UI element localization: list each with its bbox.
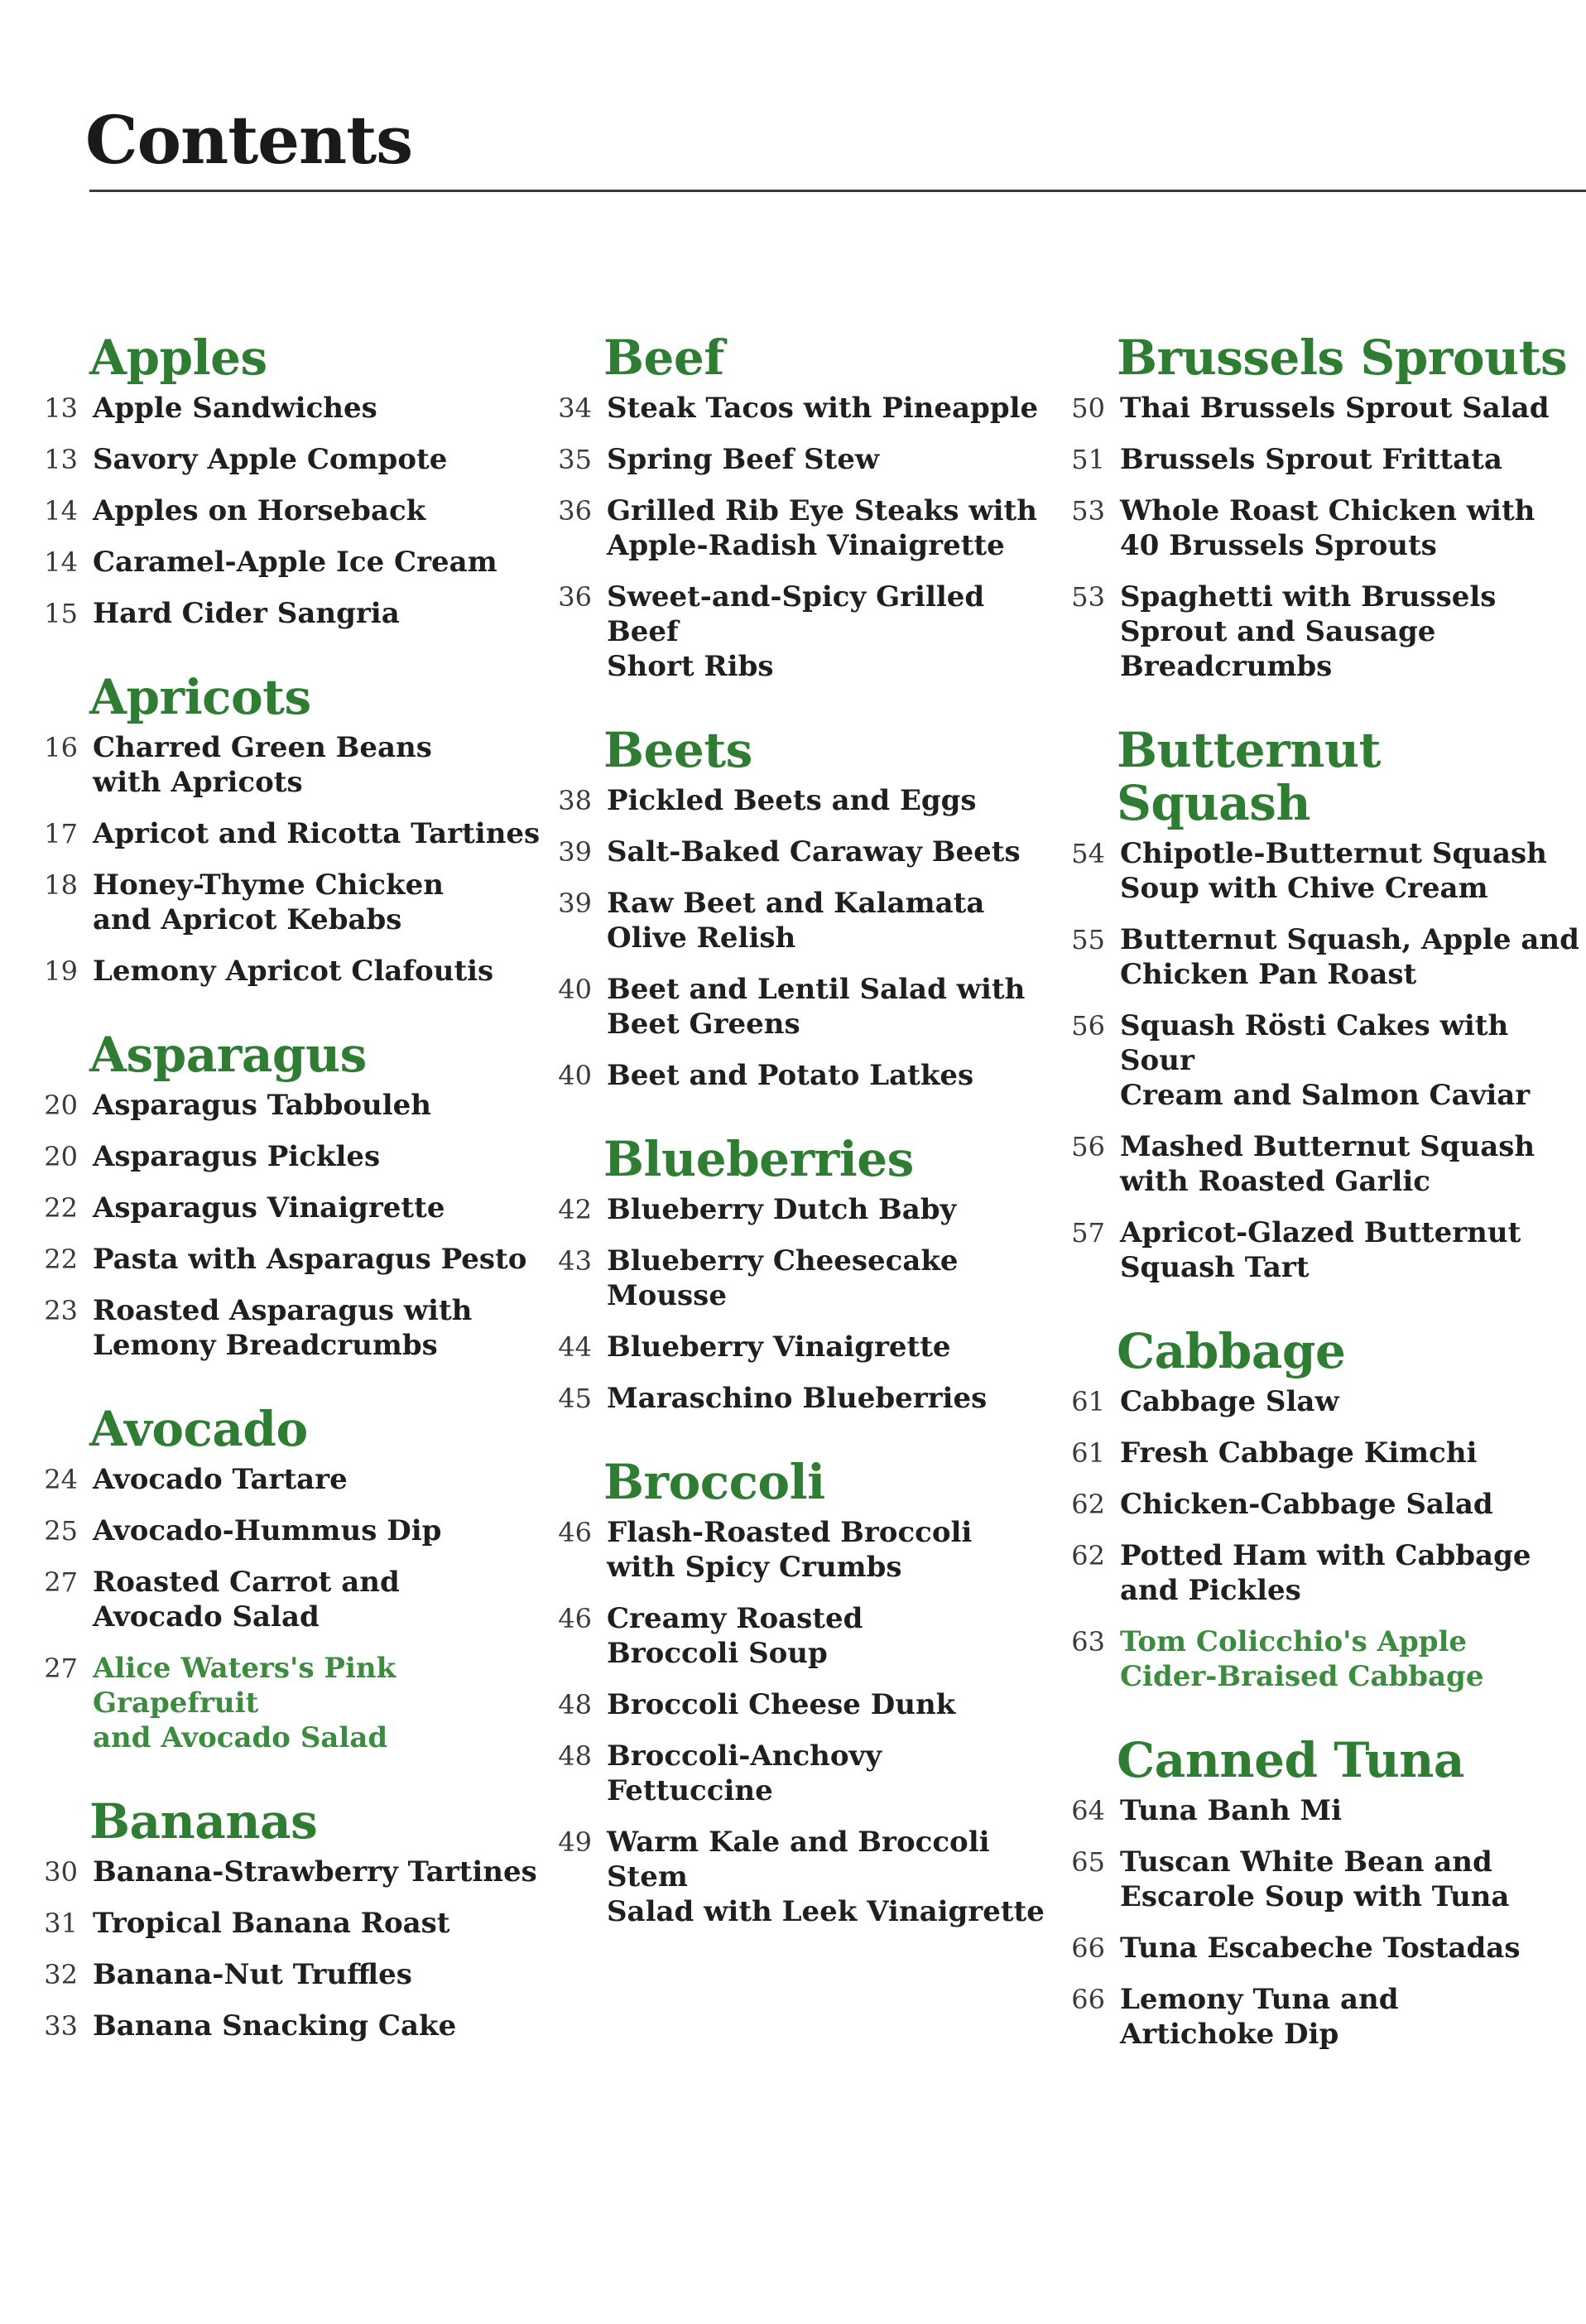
page-title: Contents bbox=[85, 101, 413, 179]
recipe-entry bbox=[1055, 1624, 1585, 1694]
recipe-list bbox=[28, 730, 541, 989]
page-number: 36 bbox=[558, 495, 592, 527]
page-number: 30 bbox=[44, 1856, 78, 1888]
section-heading: Brussels Sprouts bbox=[1117, 330, 1568, 386]
page-number: 39 bbox=[558, 836, 592, 868]
recipe-entry bbox=[28, 816, 541, 851]
recipe-entry bbox=[28, 493, 541, 528]
page-number: 14 bbox=[44, 495, 78, 527]
recipe-title: Salt-Baked Caraway Beets bbox=[607, 835, 1021, 868]
recipe-title: Lemony Apricot Clafoutis bbox=[93, 955, 494, 988]
recipe-title: Grilled Rib Eye Steaks with Apple-Radish Vinaigrette bbox=[607, 494, 1037, 562]
contents-column-1 bbox=[28, 331, 541, 2083]
page-number: 62 bbox=[1071, 1489, 1105, 1520]
recipe-title: Chipotle-Butternut Squash Soup with Chive Cream bbox=[1120, 837, 1547, 905]
recipe-entry bbox=[1055, 493, 1585, 563]
recipe-entry bbox=[1055, 580, 1585, 684]
recipe-entry bbox=[1055, 1436, 1585, 1470]
recipe-entry bbox=[28, 1565, 541, 1634]
section-heading: Butternut Squash bbox=[1117, 722, 1381, 831]
page-number: 57 bbox=[1071, 1217, 1105, 1249]
recipe-title: Squash Rösti Cakes with Sour Cream and Salmon Caviar bbox=[1120, 1009, 1531, 1112]
recipe-entry bbox=[28, 2009, 541, 2043]
recipe-list bbox=[28, 391, 541, 631]
recipe-entry bbox=[1055, 1793, 1585, 1828]
page-number: 64 bbox=[1071, 1795, 1105, 1826]
page-number: 27 bbox=[44, 1653, 78, 1684]
recipe-entry bbox=[28, 1855, 541, 1889]
page-number: 49 bbox=[558, 1826, 592, 1858]
recipe-title: Roasted Carrot and Avocado Salad bbox=[93, 1566, 400, 1634]
recipe-title: Asparagus Tabbouleh bbox=[93, 1089, 432, 1122]
section-beef bbox=[542, 331, 1055, 684]
section-broccoli bbox=[542, 1456, 1055, 1929]
recipe-title: Apple Sandwiches bbox=[93, 392, 377, 425]
recipe-title: Warm Kale and Broccoli Stem Salad with Leek Vinaigrette bbox=[607, 1826, 1045, 1928]
recipe-list bbox=[28, 1462, 541, 1755]
page-number: 32 bbox=[44, 1959, 78, 1990]
section-bananas bbox=[28, 1795, 541, 2043]
recipe-entry bbox=[542, 580, 1055, 684]
page-number: 61 bbox=[1071, 1386, 1105, 1417]
page-number: 66 bbox=[1071, 1932, 1105, 1964]
recipe-entry bbox=[542, 1739, 1055, 1808]
recipe-title: Alice Waters's Pink Grapefruit and Avocado Salad bbox=[93, 1652, 396, 1754]
section-heading: Blueberries bbox=[603, 1131, 914, 1187]
page-number: 27 bbox=[44, 1566, 78, 1598]
recipe-title: Roasted Asparagus with Lemony Breadcrumbs bbox=[93, 1294, 473, 1362]
recipe-entry bbox=[1055, 1538, 1585, 1608]
recipe-title: Fresh Cabbage Kimchi bbox=[1120, 1436, 1478, 1470]
recipe-title: Avocado-Hummus Dip bbox=[93, 1514, 442, 1547]
section-heading: Canned Tuna bbox=[1117, 1732, 1464, 1788]
page-number: 56 bbox=[1071, 1010, 1105, 1042]
recipe-title: Spaghetti with Brussels Sprout and Sausage Breadcrumbs bbox=[1120, 580, 1497, 683]
recipe-title: Honey-Thyme Chicken and Apricot Kebabs bbox=[93, 868, 444, 936]
recipe-list bbox=[542, 1515, 1055, 1929]
recipe-entry bbox=[1055, 1008, 1585, 1113]
recipe-title: Tropical Banana Roast bbox=[93, 1907, 450, 1940]
recipe-entry bbox=[1055, 836, 1585, 906]
section-asparagus bbox=[28, 1028, 541, 1363]
page-number: 17 bbox=[44, 818, 78, 849]
page-number: 13 bbox=[44, 392, 78, 424]
title-divider bbox=[89, 190, 1586, 192]
page-number: 48 bbox=[558, 1740, 592, 1772]
page-number: 16 bbox=[44, 732, 78, 763]
recipe-entry bbox=[542, 1687, 1055, 1722]
recipe-title: Caramel-Apple Ice Cream bbox=[93, 546, 497, 579]
recipe-list bbox=[1055, 836, 1585, 1285]
page-number: 23 bbox=[44, 1295, 78, 1326]
page-number: 14 bbox=[44, 546, 78, 578]
section-heading: Apples bbox=[89, 330, 267, 386]
page-number: 22 bbox=[44, 1244, 78, 1275]
recipe-entry bbox=[1055, 442, 1585, 477]
recipe-title: Mashed Butternut Squash with Roasted Garlic bbox=[1120, 1130, 1536, 1198]
section-apples bbox=[28, 331, 541, 631]
recipe-title: Flash-Roasted Broccoli with Spicy Crumbs bbox=[607, 1516, 973, 1584]
recipe-entry bbox=[1055, 1931, 1585, 1966]
section-heading: Asparagus bbox=[89, 1027, 367, 1083]
recipe-entry bbox=[542, 1192, 1055, 1227]
recipe-title: Pickled Beets and Eggs bbox=[607, 784, 977, 817]
recipe-title: Blueberry Vinaigrette bbox=[607, 1330, 951, 1364]
recipe-title: Blueberry Cheesecake Mousse bbox=[607, 1244, 959, 1312]
recipe-title: Banana Snacking Cake bbox=[93, 2009, 457, 2043]
recipe-title: Cabbage Slaw bbox=[1120, 1385, 1339, 1418]
recipe-entry bbox=[28, 868, 541, 937]
page-number: 42 bbox=[558, 1194, 592, 1225]
page-number: 18 bbox=[44, 869, 78, 901]
section-heading: Bananas bbox=[89, 1793, 318, 1850]
recipe-title: Blueberry Dutch Baby bbox=[607, 1193, 957, 1226]
page-number: 22 bbox=[44, 1192, 78, 1224]
section-heading: Apricots bbox=[89, 669, 311, 725]
page-number: 65 bbox=[1071, 1846, 1105, 1878]
page-number: 61 bbox=[1071, 1437, 1105, 1469]
recipe-entry bbox=[28, 1957, 541, 1992]
recipe-title: Charred Green Beans with Apricots bbox=[93, 731, 432, 799]
section-heading: Broccoli bbox=[603, 1454, 825, 1510]
recipe-entry bbox=[28, 1088, 541, 1123]
recipe-entry bbox=[28, 596, 541, 631]
recipe-title: Tuscan White Bean and Escarole Soup with Tuna bbox=[1120, 1845, 1510, 1913]
recipe-title: Thai Brussels Sprout Salad bbox=[1120, 392, 1550, 425]
recipe-entry bbox=[28, 1139, 541, 1174]
recipe-title: Whole Roast Chicken with 40 Brussels Sprouts bbox=[1120, 494, 1536, 562]
recipe-entry bbox=[28, 391, 541, 426]
recipe-entry bbox=[28, 1293, 541, 1363]
page-number: 39 bbox=[558, 888, 592, 919]
section-beets bbox=[542, 724, 1055, 1093]
page-number: 40 bbox=[558, 974, 592, 1005]
recipe-entry bbox=[542, 1381, 1055, 1416]
recipe-entry bbox=[542, 1601, 1055, 1671]
recipe-entry bbox=[542, 1825, 1055, 1929]
section-heading: Avocado bbox=[89, 1401, 308, 1457]
recipe-entry bbox=[28, 730, 541, 800]
recipe-title: Raw Beet and Kalamata Olive Relish bbox=[607, 887, 985, 955]
page-number: 35 bbox=[558, 444, 592, 475]
recipe-title: Sweet-and-Spicy Grilled Beef Short Ribs bbox=[607, 580, 985, 683]
page-number: 48 bbox=[558, 1689, 592, 1720]
recipe-entry bbox=[542, 493, 1055, 563]
section-avocado bbox=[28, 1403, 541, 1755]
page-number: 34 bbox=[558, 392, 592, 424]
recipe-list bbox=[542, 783, 1055, 1093]
recipe-entry bbox=[542, 1330, 1055, 1364]
section-brussels-sprouts bbox=[1055, 331, 1585, 684]
section-heading: Beef bbox=[603, 330, 724, 386]
page-number: 46 bbox=[558, 1517, 592, 1548]
recipe-title: Banana-Strawberry Tartines bbox=[93, 1855, 537, 1889]
recipe-entry bbox=[542, 442, 1055, 477]
recipe-entry bbox=[1055, 1845, 1585, 1914]
recipe-list bbox=[28, 1088, 541, 1363]
recipe-entry bbox=[28, 1462, 541, 1497]
recipe-entry bbox=[28, 1651, 541, 1755]
recipe-entry bbox=[542, 783, 1055, 818]
page-number: 53 bbox=[1071, 495, 1105, 527]
page-number: 51 bbox=[1071, 444, 1105, 475]
recipe-title: Tom Colicchio's Apple Cider-Braised Cabbage bbox=[1120, 1625, 1484, 1693]
page-number: 66 bbox=[1071, 1984, 1105, 2015]
recipe-title: Tuna Escabeche Tostadas bbox=[1120, 1932, 1521, 1965]
recipe-title: Asparagus Pickles bbox=[93, 1140, 381, 1173]
recipe-entry bbox=[28, 954, 541, 989]
page-number: 63 bbox=[1071, 1626, 1105, 1658]
section-heading: Cabbage bbox=[1117, 1323, 1346, 1379]
page-number: 31 bbox=[44, 1908, 78, 1939]
recipe-list bbox=[28, 1855, 541, 2043]
recipe-title: Lemony Tuna and Artichoke Dip bbox=[1120, 1983, 1399, 2051]
section-blueberries bbox=[542, 1133, 1055, 1416]
recipe-entry bbox=[1055, 1487, 1585, 1522]
recipe-entry bbox=[28, 1906, 541, 1941]
recipe-list bbox=[1055, 1384, 1585, 1694]
page-number: 55 bbox=[1071, 924, 1105, 955]
recipe-entry bbox=[1055, 1129, 1585, 1199]
contents-column-3 bbox=[1055, 331, 1585, 2091]
recipe-title: Beet and Lentil Salad with Beet Greens bbox=[607, 973, 1026, 1041]
page-number: 43 bbox=[558, 1245, 592, 1277]
recipe-entry bbox=[28, 1242, 541, 1277]
recipe-title: Broccoli Cheese Dunk bbox=[607, 1688, 956, 1721]
recipe-title: Chicken-Cabbage Salad bbox=[1120, 1488, 1493, 1521]
recipe-title: Broccoli-Anchovy Fettuccine bbox=[607, 1739, 882, 1807]
page-number: 25 bbox=[44, 1515, 78, 1547]
recipe-title: Creamy Roasted Broccoli Soup bbox=[607, 1602, 863, 1670]
page-number: 53 bbox=[1071, 581, 1105, 613]
recipe-title: Brussels Sprout Frittata bbox=[1120, 443, 1502, 476]
page-number: 40 bbox=[558, 1060, 592, 1091]
section-butternut-squash bbox=[1055, 724, 1585, 1285]
recipe-title: Tuna Banh Mi bbox=[1120, 1794, 1343, 1827]
recipe-list bbox=[542, 1192, 1055, 1416]
recipe-title: Apricot and Ricotta Tartines bbox=[93, 817, 541, 850]
recipe-title: Beet and Potato Latkes bbox=[607, 1059, 974, 1092]
page-number: 38 bbox=[558, 785, 592, 816]
recipe-title: Avocado Tartare bbox=[93, 1463, 348, 1496]
recipe-entry bbox=[542, 835, 1055, 869]
page-number: 36 bbox=[558, 581, 592, 613]
recipe-entry bbox=[28, 442, 541, 477]
recipe-title: Banana-Nut Truffles bbox=[93, 1958, 412, 1991]
recipe-list bbox=[542, 391, 1055, 684]
page-number: 24 bbox=[44, 1464, 78, 1495]
recipe-title: Savory Apple Compote bbox=[93, 443, 448, 476]
recipe-entry bbox=[1055, 1384, 1585, 1419]
recipe-entry bbox=[1055, 1982, 1585, 2052]
page-number: 20 bbox=[44, 1141, 78, 1172]
section-apricots bbox=[28, 671, 541, 989]
recipe-entry bbox=[542, 886, 1055, 955]
recipe-entry bbox=[1055, 391, 1585, 426]
recipe-entry bbox=[28, 545, 541, 580]
recipe-list bbox=[1055, 1793, 1585, 2052]
page-number: 19 bbox=[44, 955, 78, 987]
section-heading: Beets bbox=[603, 722, 752, 778]
recipe-entry bbox=[28, 1513, 541, 1548]
recipe-title: Apricot-Glazed Butternut Squash Tart bbox=[1120, 1216, 1521, 1284]
page-number: 62 bbox=[1071, 1540, 1105, 1571]
page-number: 45 bbox=[558, 1383, 592, 1414]
page-number: 56 bbox=[1071, 1131, 1105, 1162]
page-number: 46 bbox=[558, 1603, 592, 1634]
recipe-title: Spring Beef Stew bbox=[607, 443, 880, 476]
page-number: 33 bbox=[44, 2010, 78, 2042]
recipe-title: Steak Tacos with Pineapple bbox=[607, 392, 1039, 425]
recipe-entry bbox=[542, 1515, 1055, 1585]
section-canned-tuna bbox=[1055, 1734, 1585, 2052]
recipe-entry bbox=[542, 972, 1055, 1042]
recipe-entry bbox=[542, 391, 1055, 426]
recipe-title: Butternut Squash, Apple and Chicken Pan Roast bbox=[1120, 923, 1579, 991]
recipe-entry bbox=[1055, 1215, 1585, 1285]
recipe-entry bbox=[28, 1191, 541, 1225]
recipe-title: Potted Ham with Cabbage and Pickles bbox=[1120, 1539, 1531, 1607]
recipe-list bbox=[1055, 391, 1585, 684]
page-number: 50 bbox=[1071, 392, 1105, 424]
recipe-title: Hard Cider Sangria bbox=[93, 597, 400, 630]
recipe-title: Apples on Horseback bbox=[93, 494, 426, 527]
section-cabbage bbox=[1055, 1325, 1585, 1694]
page-number: 44 bbox=[558, 1331, 592, 1363]
page-number: 13 bbox=[44, 444, 78, 475]
page-number: 54 bbox=[1071, 838, 1105, 869]
page-number: 15 bbox=[44, 598, 78, 629]
recipe-title: Maraschino Blueberries bbox=[607, 1382, 988, 1415]
contents-column-2 bbox=[542, 331, 1055, 1969]
recipe-entry bbox=[542, 1244, 1055, 1313]
recipe-entry bbox=[542, 1058, 1055, 1093]
page-number: 20 bbox=[44, 1090, 78, 1121]
recipe-entry bbox=[1055, 922, 1585, 992]
recipe-title: Asparagus Vinaigrette bbox=[93, 1191, 445, 1225]
recipe-title: Pasta with Asparagus Pesto bbox=[93, 1243, 527, 1276]
